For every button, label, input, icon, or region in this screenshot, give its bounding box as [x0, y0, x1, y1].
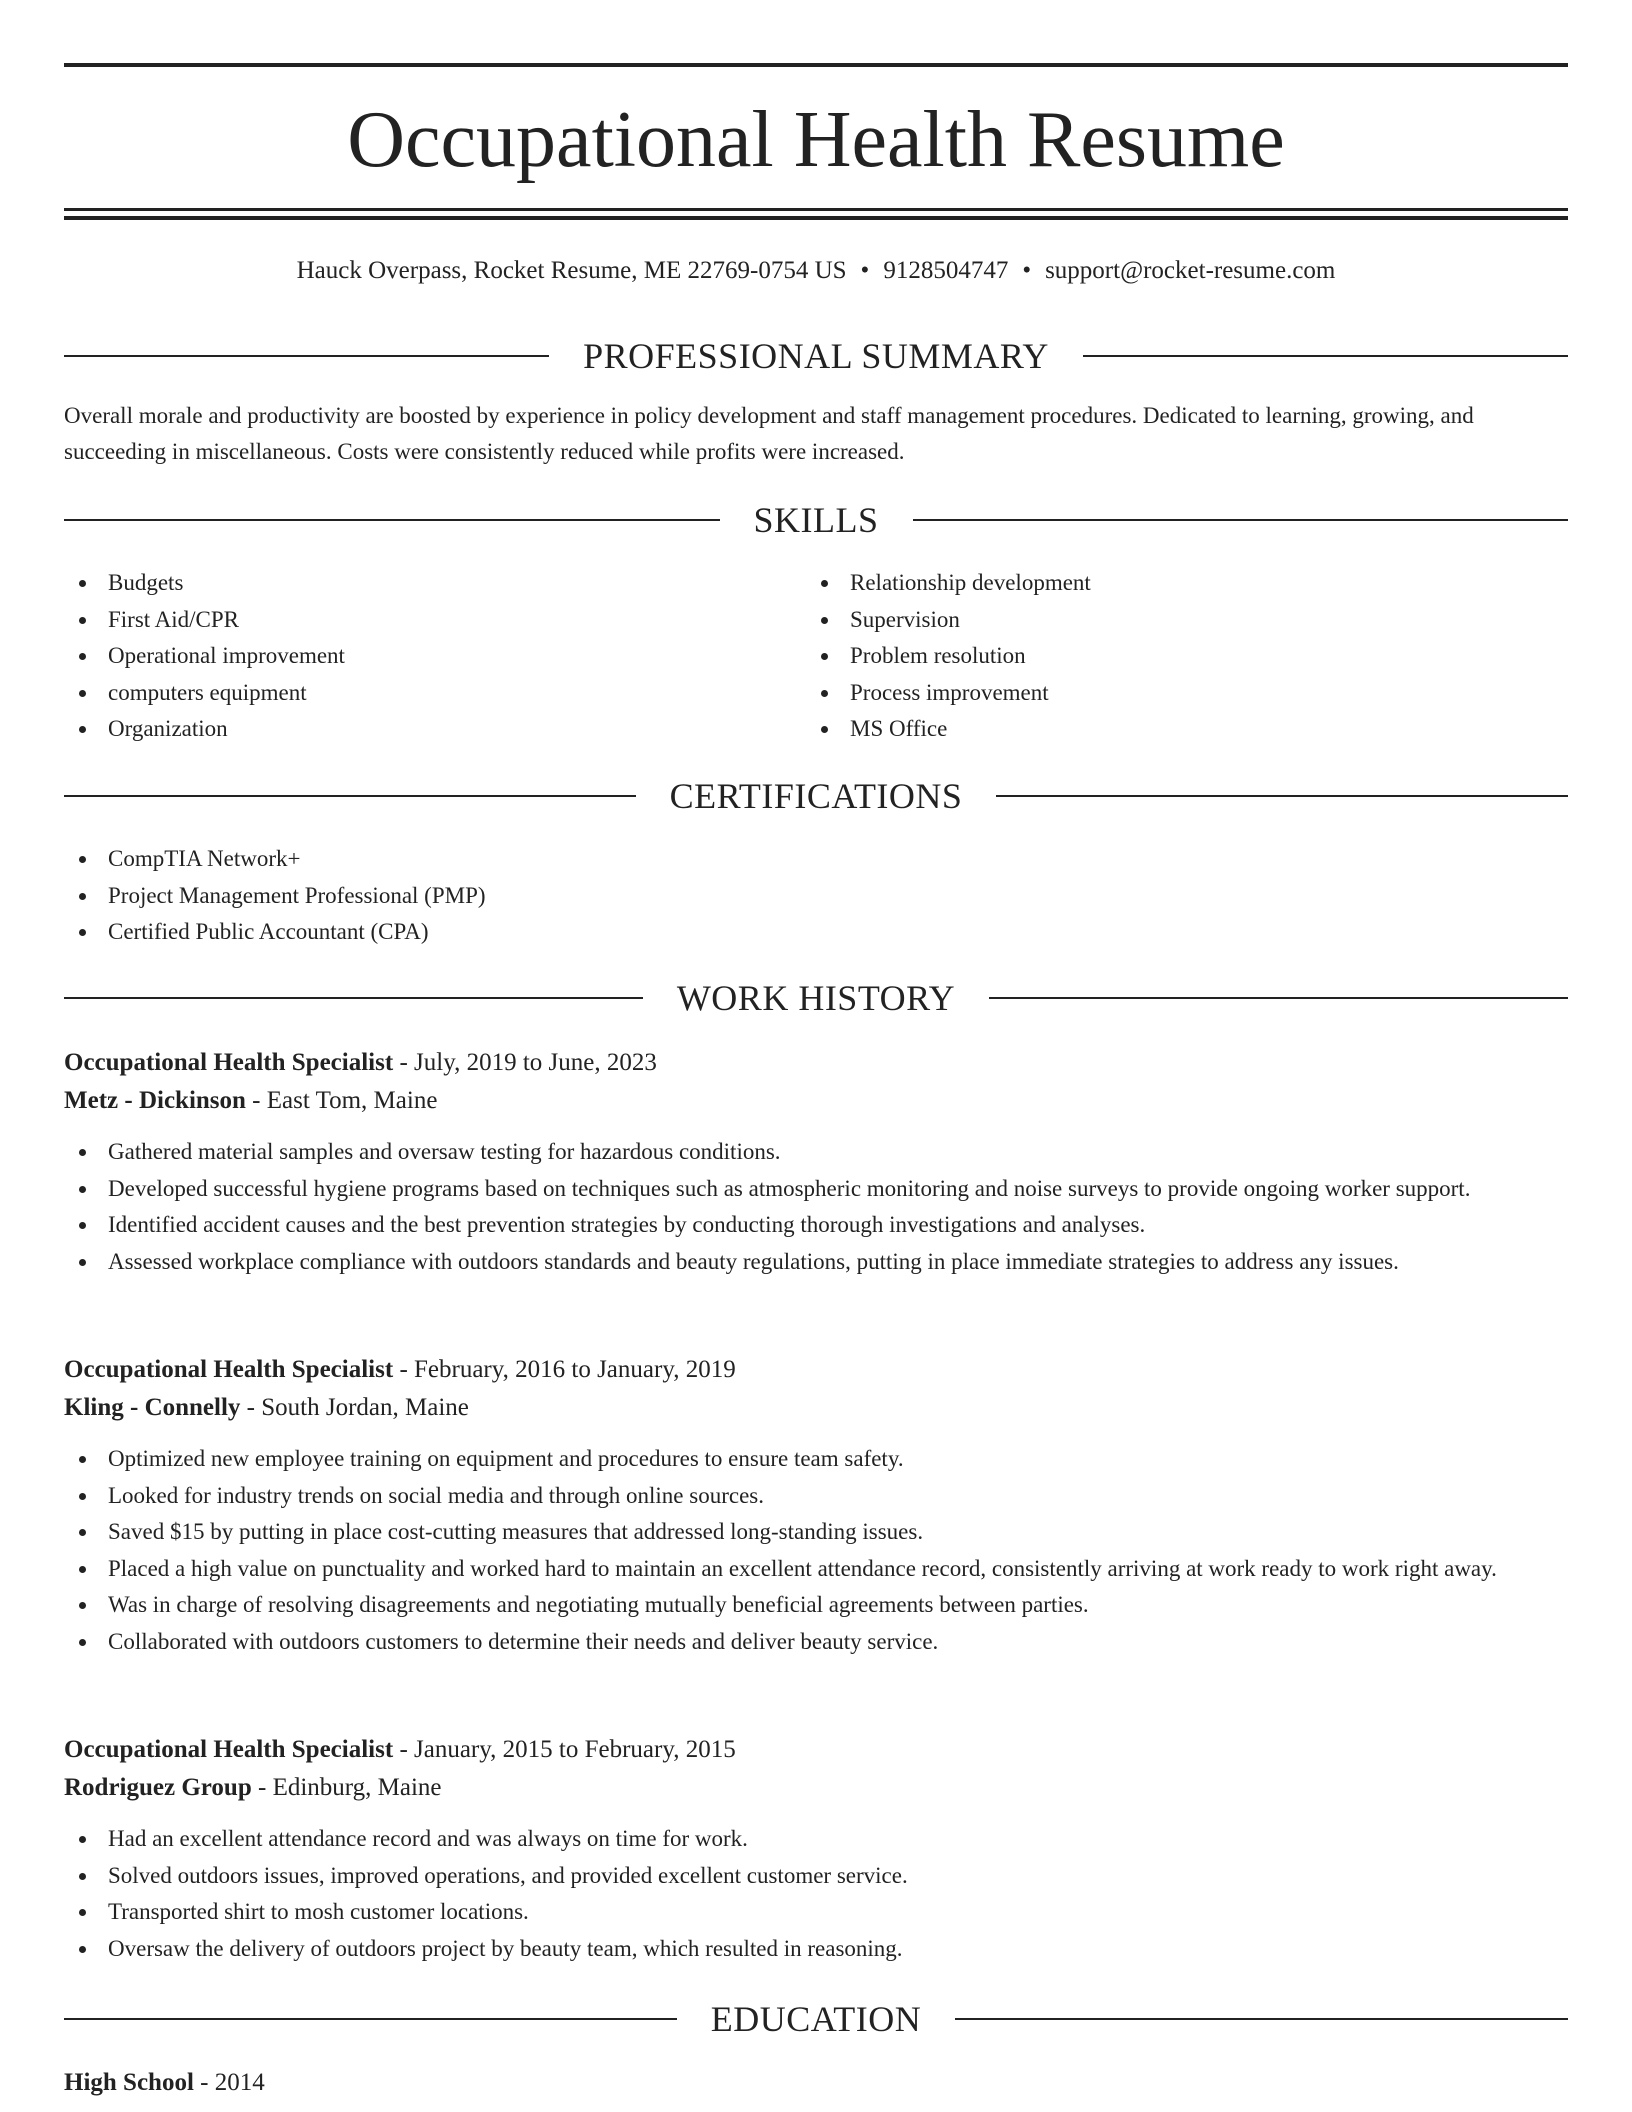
- section-title: PROFESSIONAL SUMMARY: [583, 336, 1049, 376]
- education-entry: [64, 2064, 1568, 2102]
- education-heading: [64, 1994, 1568, 2044]
- certifications-heading: [64, 771, 1568, 821]
- job-dates: - February, 2016 to January, 2019: [393, 1356, 736, 1383]
- contact-separator: •: [1022, 257, 1032, 284]
- contact-separator: •: [860, 257, 870, 284]
- job-location: - Edinburg, Maine: [251, 1774, 442, 1801]
- skill-item: Supervision: [806, 602, 1506, 639]
- work-history-heading: [64, 973, 1568, 1023]
- job-bullets: [64, 1441, 1568, 1660]
- job-bullet: Was in charge of resolving disagreements and negotiating mutually beneficial agreements between parties.: [64, 1587, 1568, 1624]
- job-location: - South Jordan, Maine: [240, 1394, 469, 1421]
- job-bullet: Identified accident causes and the best prevention strategies by conducting thorough investigations and analyses.: [64, 1207, 1568, 1244]
- heading-rule-left: [64, 795, 636, 797]
- section-title: SKILLS: [753, 500, 879, 540]
- job-entry: [64, 1044, 1568, 1280]
- job-title: Occupational Health Specialist: [64, 1356, 394, 1383]
- heading-rule-right: [989, 997, 1568, 999]
- heading-rule-left: [64, 519, 720, 521]
- job-title: Occupational Health Specialist: [64, 1736, 394, 1763]
- certifications-list: [64, 841, 1568, 951]
- heading-rule-left: [64, 2018, 677, 2020]
- job-entry: [64, 1731, 1568, 1967]
- job-bullet: Looked for industry trends on social media and through online sources.: [64, 1478, 1568, 1515]
- job-entry: [64, 1351, 1568, 1660]
- job-bullets: [64, 1134, 1568, 1280]
- skill-item: Process improvement: [806, 675, 1506, 712]
- skill-item: First Aid/CPR: [64, 602, 764, 639]
- job-bullet: Transported shirt to mosh customer locations.: [64, 1894, 1568, 1931]
- job-title-line: [64, 1351, 1568, 1389]
- job-title: Occupational Health Specialist: [64, 1049, 394, 1076]
- job-bullet: Assessed workplace compliance with outdoors standards and beauty regulations, putting in place immediate strategies to address any issues.: [64, 1244, 1568, 1281]
- job-bullet: Optimized new employee training on equipment and procedures to ensure team safety.: [64, 1441, 1568, 1478]
- education-line: [64, 2064, 1568, 2102]
- skills-list-left: [64, 565, 764, 748]
- resume-title: Occupational Health Resume: [347, 96, 1285, 184]
- education-year: - 2014: [193, 2069, 265, 2096]
- section-title: WORK HISTORY: [676, 978, 956, 1018]
- skills-list-right: [806, 565, 1506, 748]
- certification-item: Certified Public Accountant (CPA): [64, 914, 1568, 951]
- job-location: - East Tom, Maine: [245, 1087, 438, 1114]
- job-bullet: Collaborated with outdoors customers to determine their needs and deliver beauty service.: [64, 1624, 1568, 1661]
- heading-rule-right: [955, 2018, 1568, 2020]
- skills-heading: [64, 495, 1568, 545]
- skill-item: Problem resolution: [806, 638, 1506, 675]
- contact-address: Hauck Overpass, Rocket Resume, ME 22769-0754 US: [296, 257, 847, 284]
- job-bullets: [64, 1821, 1568, 1967]
- contact-phone: 9128504747: [883, 257, 1009, 284]
- certification-item: Project Management Professional (PMP): [64, 878, 1568, 915]
- job-bullet: Solved outdoors issues, improved operations, and provided excellent customer service.: [64, 1858, 1568, 1895]
- education-degree: High School: [64, 2069, 194, 2096]
- contact-email: support@rocket-resume.com: [1045, 257, 1336, 284]
- job-company-line: [64, 1389, 1568, 1427]
- job-bullet: Placed a high value on punctuality and worked hard to maintain an excellent attendance record, consistently arriving at work ready to work right away.: [64, 1551, 1568, 1588]
- skill-item: Organization: [64, 711, 764, 748]
- title-double-rule: [64, 208, 1568, 220]
- summary-heading: [64, 331, 1568, 381]
- job-bullet: Developed successful hygiene programs based on techniques such as atmospheric monitoring and noise surveys to provide ongoing worker support.: [64, 1171, 1568, 1208]
- job-company-line: [64, 1082, 1568, 1120]
- job-bullet: Oversaw the delivery of outdoors project by beauty team, which resulted in reasoning.: [64, 1931, 1568, 1968]
- heading-rule-left: [64, 355, 549, 357]
- heading-rule-right: [1083, 355, 1568, 357]
- heading-rule-right: [996, 795, 1568, 797]
- top-rule: [64, 63, 1568, 67]
- skill-item: MS Office: [806, 711, 1506, 748]
- job-company: Rodriguez Group: [64, 1774, 252, 1801]
- job-title-line: [64, 1044, 1568, 1082]
- job-bullet: Had an excellent attendance record and was always on time for work.: [64, 1821, 1568, 1858]
- job-company-line: [64, 1769, 1568, 1807]
- job-bullet: Saved $15 by putting in place cost-cutting measures that addressed long-standing issues.: [64, 1514, 1568, 1551]
- job-dates: - January, 2015 to February, 2015: [393, 1736, 736, 1763]
- job-company: Metz - Dickinson: [64, 1087, 246, 1114]
- job-company: Kling - Connelly: [64, 1394, 241, 1421]
- heading-rule-left: [64, 997, 643, 999]
- section-title: EDUCATION: [710, 1999, 922, 2039]
- skill-item: Operational improvement: [64, 638, 764, 675]
- certification-item: CompTIA Network+: [64, 841, 1568, 878]
- skill-item: Budgets: [64, 565, 764, 602]
- heading-rule-right: [913, 519, 1569, 521]
- job-dates: - July, 2019 to June, 2023: [393, 1049, 657, 1076]
- skill-item: Relationship development: [806, 565, 1506, 602]
- skill-item: computers equipment: [64, 675, 764, 712]
- contact-line: [64, 254, 1568, 288]
- job-title-line: [64, 1731, 1568, 1769]
- job-bullet: Gathered material samples and oversaw testing for hazardous conditions.: [64, 1134, 1568, 1171]
- section-title: CERTIFICATIONS: [669, 776, 963, 816]
- summary-text: Overall morale and productivity are boosted by experience in policy development and staff management procedures. Dedicated to learning, growing, and succeeding in miscellaneous. Costs were consistently reduced while profits were increased.: [64, 403, 1474, 464]
